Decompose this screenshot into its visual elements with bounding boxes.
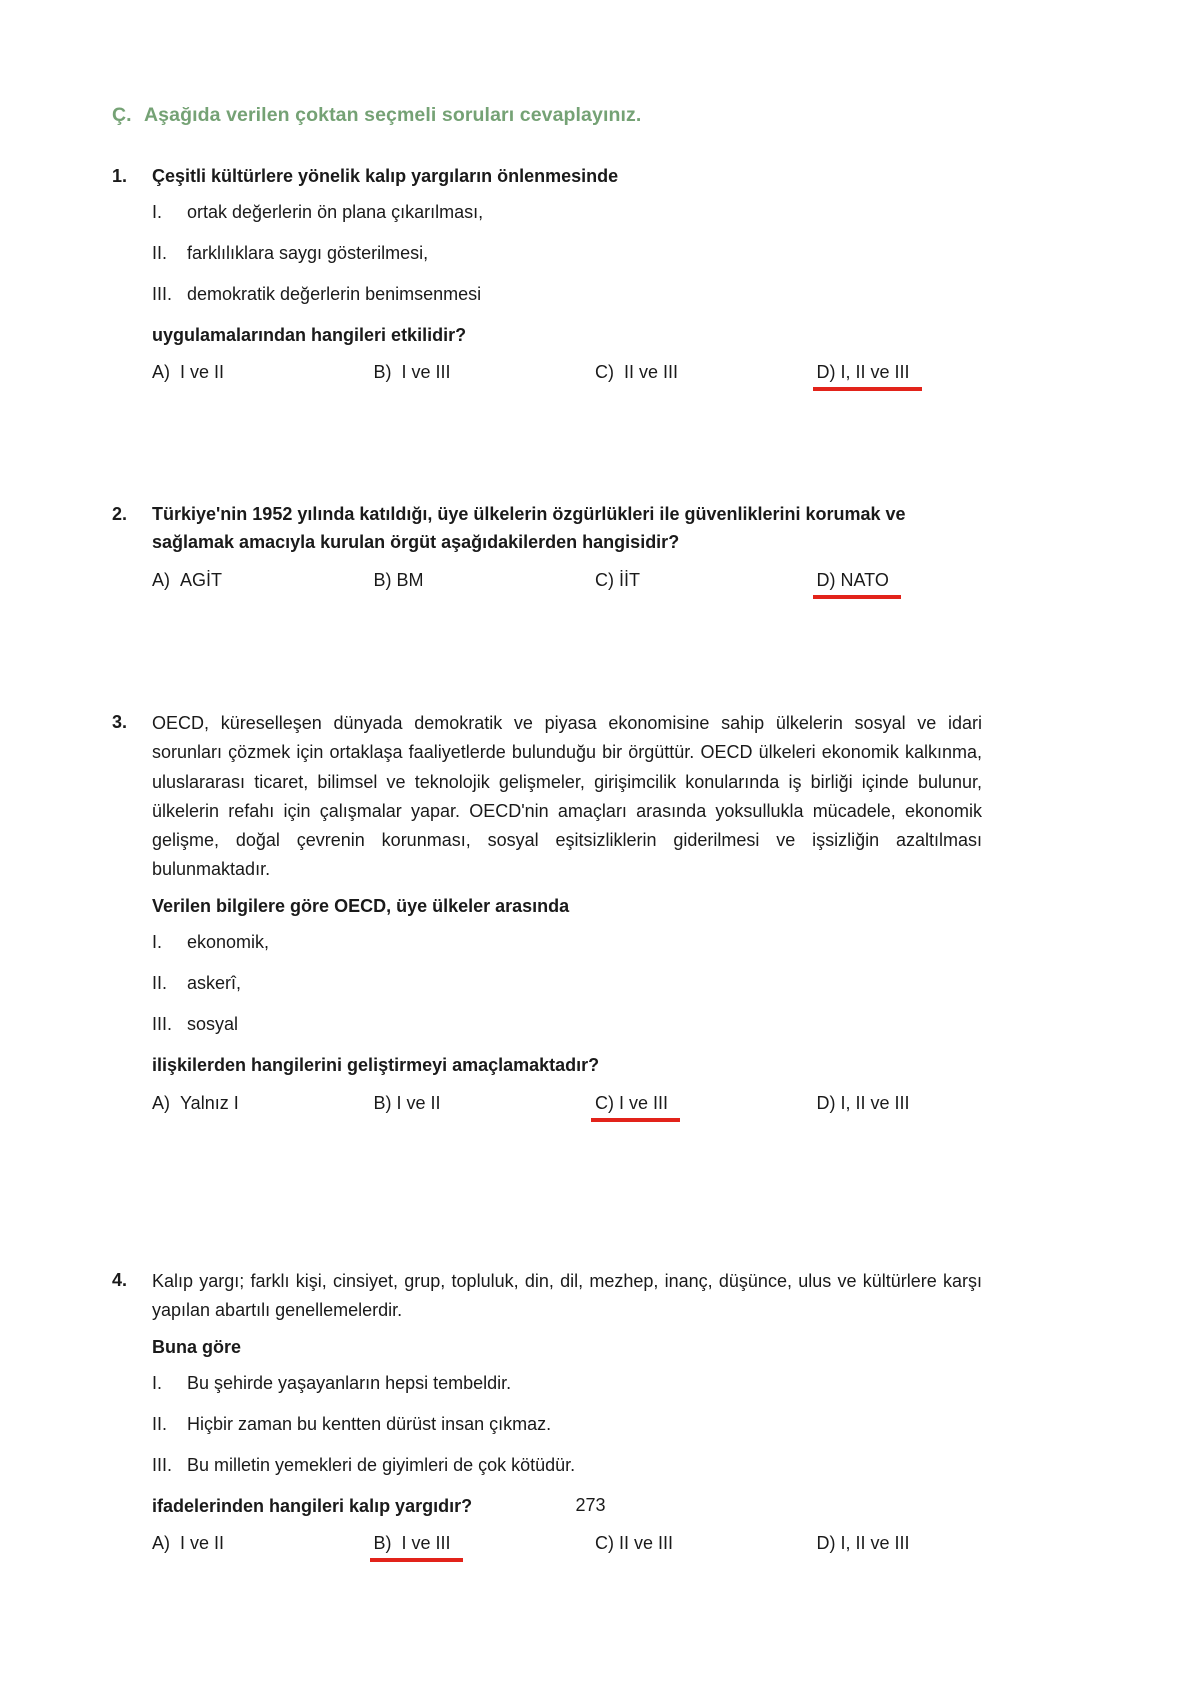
option-a[interactable] [152, 567, 360, 599]
question-4-roman-list [152, 1370, 982, 1480]
option-a-text: I ve II [180, 362, 225, 383]
option-a-label: A) [152, 1092, 170, 1113]
option-c-label: C) [595, 1533, 614, 1554]
option-b[interactable] [360, 359, 582, 391]
option-b-text: I ve III [401, 1533, 451, 1554]
question-1-options [152, 359, 982, 391]
question-1 [112, 163, 982, 391]
question-1-roman-list [152, 199, 982, 309]
option-b-label: B) [373, 1092, 392, 1113]
option-a-label: A) [152, 362, 170, 383]
question-3-lead-in: Verilen bilgilere göre OECD, üye ülkeler arasında [152, 896, 570, 917]
option-d-label: D) [816, 362, 836, 383]
question-3 [112, 709, 982, 1121]
roman-text: sosyal [187, 1013, 239, 1034]
list-item [152, 1011, 982, 1039]
question-4 [112, 1267, 982, 1563]
roman-text: farklılıklara saygı gösterilmesi, [187, 242, 429, 263]
list-item [152, 1452, 982, 1480]
roman-numeral: I. [152, 932, 163, 953]
option-b-label: B) [373, 362, 392, 383]
option-d-label: D) [816, 1533, 836, 1554]
option-d-label: D) [816, 1092, 836, 1113]
roman-text: demokratik değerlerin benimsenmesi [187, 283, 482, 304]
roman-numeral: I. [152, 201, 163, 222]
roman-text: Bu şehirde yaşayanların hepsi tembeldir. [187, 1372, 512, 1393]
roman-numeral: III. [152, 1013, 173, 1034]
question-3-roman-list [152, 929, 982, 1039]
question-1-number: 1. [112, 166, 128, 186]
question-4-paragraph: Kalıp yargı; farklı kişi, cinsiyet, grup, topluluk, din, dil, mezhep, inanç, düşünce, ulus ve kültürlere karşı yapılan abartılı genellemelerdir. [152, 1270, 982, 1320]
option-d[interactable] [803, 359, 1025, 391]
option-c[interactable] [581, 1530, 803, 1562]
section-title: Aşağıda verilen çoktan seçmeli soruları cevaplayınız. [144, 104, 642, 126]
option-a-label: A) [152, 1533, 170, 1554]
question-2 [112, 501, 982, 599]
question-3-options [152, 1090, 982, 1122]
roman-numeral: II. [152, 1413, 168, 1434]
page-number: 273 [575, 1495, 606, 1515]
question-4-closing: ifadelerinden hangileri kalıp yargıdır? [152, 1495, 473, 1516]
option-c[interactable] [581, 359, 803, 391]
option-d-text: I, II ve III [840, 1533, 910, 1554]
option-b-text: BM [396, 570, 424, 591]
question-2-stem: Türkiye'nin 1952 yılında katıldığı, üye ülkelerin özgürlükleri ile güvenliklerini korumak ve sağlamak amacıyla kurulan örgüt aşağıdakilerden hangisidir? [152, 504, 906, 553]
option-c[interactable] [581, 1090, 803, 1122]
option-d-text: I, II ve III [840, 362, 910, 383]
list-item [152, 281, 982, 309]
roman-text: ortak değerlerin ön plana çıkarılması, [187, 201, 484, 222]
option-b-label: B) [373, 570, 392, 591]
section-letter: Ç. [112, 104, 132, 126]
question-3-number: 3. [112, 712, 128, 733]
option-c-text: İİT [619, 570, 641, 591]
option-b-text: I ve II [396, 1092, 441, 1113]
option-d-label: D) [816, 570, 836, 591]
option-c[interactable] [581, 567, 803, 599]
option-d[interactable] [803, 1530, 1025, 1562]
option-c-label: C) [595, 570, 614, 591]
option-c-text: II ve III [624, 362, 679, 383]
option-a-text: Yalnız I [180, 1092, 239, 1113]
section-header [112, 104, 982, 127]
question-2-options [152, 567, 982, 599]
option-b[interactable] [360, 1530, 582, 1562]
option-d-text: I, II ve III [840, 1092, 910, 1113]
roman-numeral: II. [152, 242, 168, 263]
question-1-closing: uygulamalarından hangileri etkilidir? [152, 324, 467, 345]
roman-text: ekonomik, [187, 932, 270, 953]
option-b[interactable] [360, 567, 582, 599]
option-a[interactable] [152, 1090, 360, 1122]
question-4-number: 4. [112, 1269, 128, 1290]
question-4-lead-in: Buna göre [152, 1336, 242, 1357]
list-item [152, 240, 982, 268]
option-a[interactable] [152, 359, 360, 391]
option-c-text: II ve III [619, 1533, 674, 1554]
list-item [152, 1411, 982, 1439]
roman-numeral: II. [152, 972, 168, 993]
roman-numeral: III. [152, 1454, 173, 1475]
question-4-options [152, 1530, 982, 1562]
question-1-stem: Çeşitli kültürlere yönelik kalıp yargıların önlenmesinde [152, 166, 619, 186]
page-content [112, 0, 982, 1562]
option-d[interactable] [803, 1090, 1025, 1122]
option-a-text: AGİT [180, 570, 223, 591]
roman-numeral: I. [152, 1372, 163, 1393]
option-b-label: B) [373, 1533, 392, 1554]
roman-numeral: III. [152, 283, 173, 304]
option-c-label: C) [595, 362, 614, 383]
list-item [152, 929, 982, 957]
option-b[interactable] [360, 1090, 582, 1122]
option-c-label: C) [595, 1092, 614, 1113]
option-c-text: I ve III [619, 1092, 669, 1113]
question-2-number: 2. [112, 504, 128, 525]
option-b-text: I ve III [401, 362, 451, 383]
option-a[interactable] [152, 1530, 360, 1562]
roman-text: Bu milletin yemekleri de giyimleri de çok kötüdür. [187, 1454, 576, 1475]
option-d-text: NATO [840, 570, 889, 591]
option-a-text: I ve II [180, 1533, 225, 1554]
roman-text: Hiçbir zaman bu kentten dürüst insan çıkmaz. [187, 1413, 552, 1434]
list-item [152, 970, 982, 998]
list-item [152, 1370, 982, 1398]
option-a-label: A) [152, 570, 170, 591]
question-3-closing: ilişkilerden hangilerini geliştirmeyi amaçlamaktadır? [152, 1054, 600, 1075]
question-3-paragraph: OECD, küreselleşen dünyada demokratik ve piyasa ekonomisine sahip ülkelerin sosyal ve idari sorunları çözmek için ortaklaşa faaliyetlerde bulunduğu bir örgüttür. OECD ülkeleri ekonomik kalkınma, uluslararası ticaret, bilimsel ve teknolojik gelişmeler, girişimcilik konularında iş birliği içinde bulunur, ülkelerin refahı için çalışmalar yapar. OECD'nin amaçları arasında yoksullukla mücadele, ekonomik gelişme, doğal çevrenin korunması, sosyal eşitsizliklerin giderilmesi ve işsizliğin azaltılması bulunmaktadır. [152, 713, 982, 880]
list-item [152, 199, 982, 227]
roman-text: askerî, [187, 972, 242, 993]
option-d[interactable] [803, 567, 1025, 599]
